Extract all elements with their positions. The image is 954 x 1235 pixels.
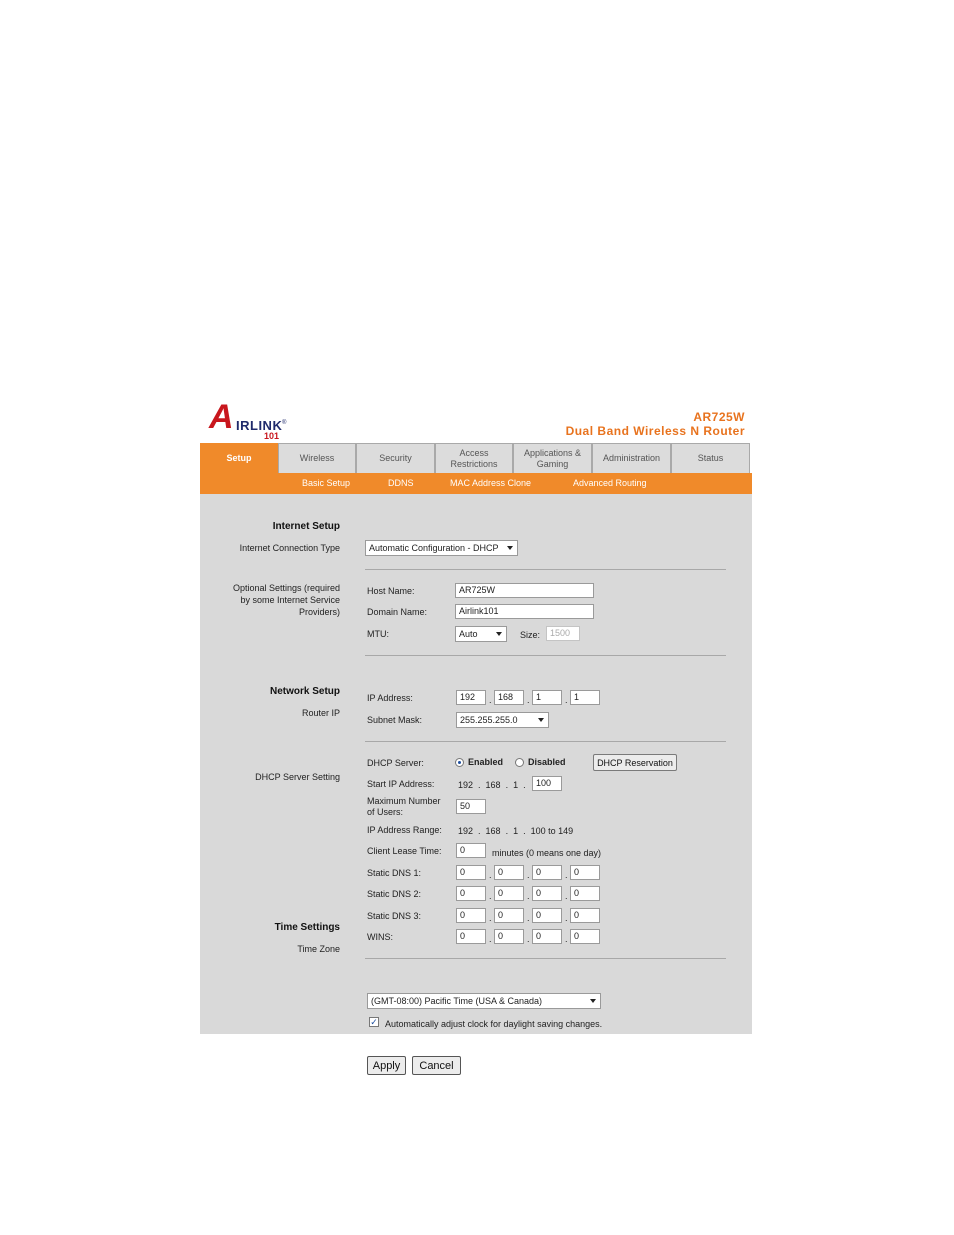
- dns2-octet-4[interactable]: 0: [570, 886, 600, 901]
- dns1-octet-3[interactable]: 0: [532, 865, 562, 880]
- start-ip-label: Start IP Address:: [367, 779, 435, 789]
- wins-octet-4[interactable]: 0: [570, 929, 600, 944]
- dns3-label: Static DNS 3:: [367, 911, 422, 921]
- dns1-octet-1[interactable]: 0: [456, 865, 486, 880]
- tab-applications-gaming[interactable]: Applications & Gaming: [513, 443, 592, 473]
- tab-access-restrictions[interactable]: Access Restrictions: [435, 443, 513, 473]
- chevron-down-icon: [538, 718, 544, 722]
- subnav-advanced-routing[interactable]: Advanced Routing: [573, 478, 647, 488]
- logo-number: 101: [264, 431, 280, 441]
- wins-label: WINS:: [367, 932, 393, 942]
- dhcp-disabled-radio[interactable]: [515, 758, 524, 767]
- ip-dot: .: [527, 695, 530, 705]
- mtu-label: MTU:: [367, 629, 389, 639]
- lease-time-field[interactable]: 0: [456, 843, 486, 858]
- dns3-octet-1[interactable]: 0: [456, 908, 486, 923]
- dns2-octet-3[interactable]: 0: [532, 886, 562, 901]
- mtu-size-field[interactable]: 1500: [546, 626, 580, 641]
- ip-dot: .: [565, 695, 568, 705]
- dhcp-server-label: DHCP Server:: [367, 758, 424, 768]
- dns3-octet-2[interactable]: 0: [494, 908, 524, 923]
- dst-checkbox[interactable]: ✓: [370, 1017, 378, 1027]
- product-tagline: Dual Band Wireless N Router: [565, 424, 745, 438]
- dns2-octet-2[interactable]: 0: [494, 886, 524, 901]
- domain-name-label: Domain Name:: [367, 607, 428, 617]
- subnav-ddns[interactable]: DDNS: [388, 478, 414, 488]
- wins-octet-2[interactable]: 0: [494, 929, 524, 944]
- logo-registered: ®: [282, 420, 287, 426]
- wins-octet-1[interactable]: 0: [456, 929, 486, 944]
- tab-setup[interactable]: Setup: [200, 443, 278, 473]
- ip-dot: .: [489, 891, 492, 901]
- divider: [365, 569, 726, 570]
- ip-dot: .: [565, 870, 568, 880]
- dst-label: Automatically adjust clock for daylight saving changes.: [385, 1019, 603, 1029]
- ip-dot: .: [489, 695, 492, 705]
- logo-mark: A: [209, 398, 234, 436]
- chevron-down-icon: [590, 999, 596, 1003]
- tab-administration[interactable]: Administration: [592, 443, 671, 473]
- ip-dot: .: [527, 870, 530, 880]
- model-name: AR725W: [693, 410, 745, 424]
- dns3-octet-3[interactable]: 0: [532, 908, 562, 923]
- subnet-mask-label: Subnet Mask:: [367, 715, 423, 725]
- dhcp-disabled-label: Disabled: [528, 757, 566, 767]
- connection-type-label: Internet Connection Type: [239, 543, 340, 553]
- dns2-label: Static DNS 2:: [367, 889, 422, 899]
- cancel-button[interactable]: Cancel: [412, 1056, 461, 1075]
- ip-dot: .: [527, 934, 530, 944]
- domain-name-field[interactable]: Airlink101: [455, 604, 594, 619]
- max-users-field[interactable]: 50: [456, 799, 486, 814]
- ip-dot: .: [565, 891, 568, 901]
- chevron-down-icon: [496, 632, 502, 636]
- subnet-mask-select[interactable]: 255.255.255.0: [456, 712, 549, 728]
- time-zone-select[interactable]: (GMT-08:00) Pacific Time (USA & Canada): [367, 993, 601, 1009]
- divider: [365, 655, 726, 656]
- main-tabs: [200, 443, 752, 473]
- ip-octet-4[interactable]: 1: [570, 690, 600, 705]
- mtu-size-label: Size:: [520, 630, 541, 640]
- subnav-basic-setup[interactable]: Basic Setup: [302, 478, 351, 488]
- ip-address-label: IP Address:: [367, 693, 413, 703]
- dns3-octet-4[interactable]: 0: [570, 908, 600, 923]
- dns1-octet-4[interactable]: 0: [570, 865, 600, 880]
- dns2-octet-1[interactable]: 0: [456, 886, 486, 901]
- ip-dot: .: [527, 891, 530, 901]
- apply-button[interactable]: Apply: [367, 1056, 406, 1075]
- optional-settings-label: Optional Settings (required by some Internet Service Providers): [232, 583, 340, 617]
- divider: [365, 741, 726, 742]
- ip-octet-2[interactable]: 168: [494, 690, 524, 705]
- ip-dot: .: [489, 870, 492, 880]
- time-settings-heading: Time Settings: [274, 922, 340, 933]
- chevron-down-icon: [507, 546, 513, 550]
- ip-dot: .: [489, 913, 492, 923]
- start-ip-prefix: 192 . 168 . 1 .: [458, 780, 526, 790]
- wins-octet-3[interactable]: 0: [532, 929, 562, 944]
- ip-dot: .: [527, 913, 530, 923]
- logo-wordmark: IRLINK: [236, 418, 283, 433]
- ip-range-value: 192 . 168 . 1 . 100 to 149: [458, 826, 574, 836]
- lease-time-label: Client Lease Time:: [367, 846, 442, 856]
- dhcp-enabled-label: Enabled: [468, 757, 504, 767]
- dhcp-section-label: DHCP Server Setting: [255, 772, 340, 782]
- connection-type-select[interactable]: Automatic Configuration - DHCP: [365, 540, 518, 556]
- network-setup-heading: Network Setup: [269, 686, 340, 697]
- time-zone-label: Time Zone: [297, 944, 340, 954]
- tab-security[interactable]: Security: [356, 443, 435, 473]
- ip-dot: .: [489, 934, 492, 944]
- ip-dot: .: [565, 913, 568, 923]
- ip-range-label: IP Address Range:: [367, 825, 442, 835]
- ip-octet-1[interactable]: 192: [456, 690, 486, 705]
- mtu-select[interactable]: Auto: [455, 626, 507, 642]
- dhcp-reservation-button[interactable]: DHCP Reservation: [593, 754, 677, 771]
- sub-navigation: [200, 473, 752, 494]
- dns1-label: Static DNS 1:: [367, 868, 422, 878]
- host-name-label: Host Name:: [367, 586, 415, 596]
- tab-wireless[interactable]: Wireless: [278, 443, 356, 473]
- dhcp-enabled-radio[interactable]: [455, 758, 464, 767]
- max-users-label: Maximum Number of Users:: [367, 796, 441, 817]
- host-name-field[interactable]: AR725W: [455, 583, 594, 598]
- start-ip-field[interactable]: 100: [532, 776, 562, 791]
- ip-dot: .: [565, 934, 568, 944]
- internet-setup-heading: Internet Setup: [272, 521, 340, 532]
- dns1-octet-2[interactable]: 0: [494, 865, 524, 880]
- router-ip-label: Router IP: [301, 708, 340, 718]
- lease-time-hint: minutes (0 means one day): [492, 848, 602, 858]
- ip-octet-3[interactable]: 1: [532, 690, 562, 705]
- subnav-mac-address-clone[interactable]: MAC Address Clone: [450, 478, 532, 488]
- tab-status[interactable]: Status: [671, 443, 750, 473]
- divider: [365, 958, 726, 959]
